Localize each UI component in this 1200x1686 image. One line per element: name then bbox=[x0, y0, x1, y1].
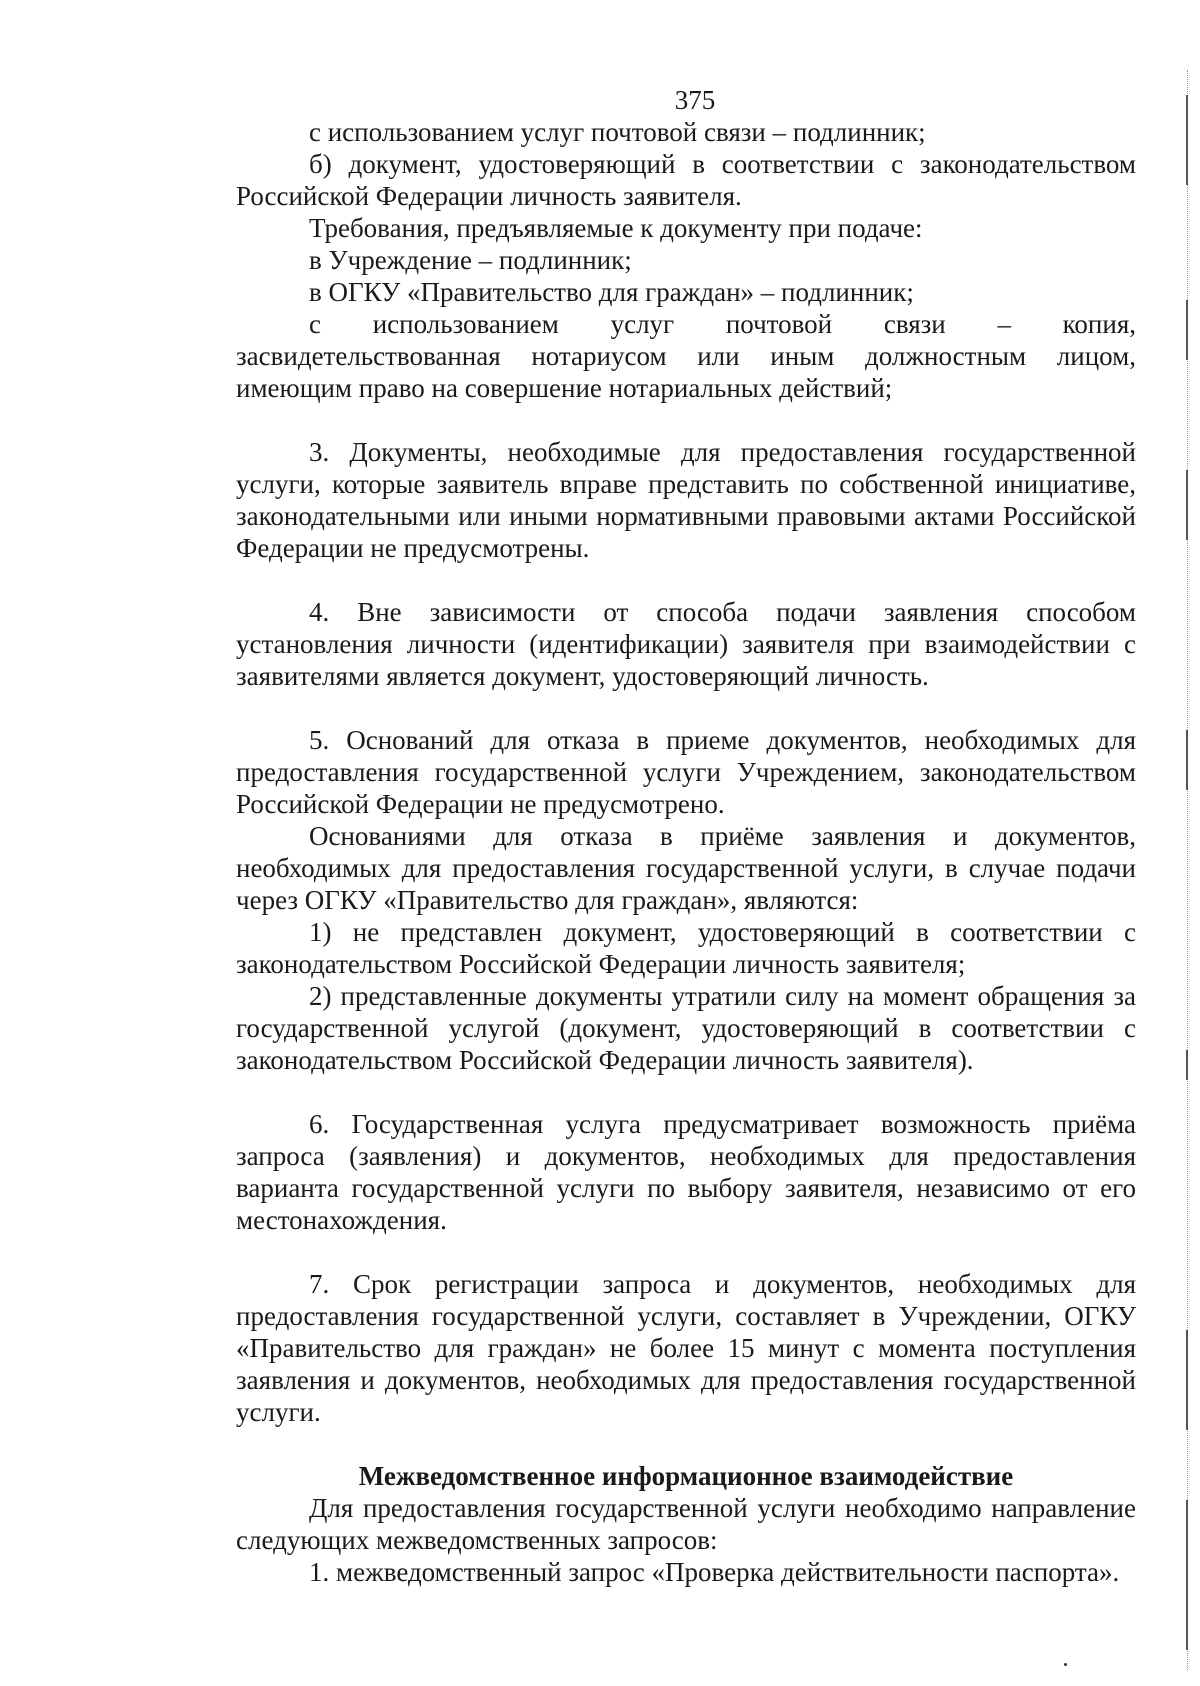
paragraph-item-4: 4. Вне зависимости от способа подачи заявления способом установления личности (идентификации) заявителя при взаимодействии с заявителями является документ, удостоверяющий личность. bbox=[236, 597, 1136, 691]
section-heading: Межведомственное информационное взаимодействие bbox=[358, 1461, 1014, 1491]
list-item: 1. межведомственный запрос «Проверка действительности паспорта». bbox=[309, 1557, 1120, 1587]
paragraph: в ОГКУ «Правительство для граждан» – подлинник; bbox=[309, 277, 914, 307]
scan-edge-mark bbox=[1186, 730, 1188, 790]
paragraph-item-3: 3. Документы, необходимые для предоставления государственной услуги, которые заявитель вправе представить по собственной инициативе, законодательными или иными нормативными правовыми актами Российской Федерации не предусмотрены. bbox=[236, 437, 1136, 563]
paragraph-spacer bbox=[236, 692, 1136, 724]
paragraph: Требования, предъявляемые к документу при подаче: bbox=[309, 213, 923, 243]
paragraph-spacer bbox=[236, 1236, 1136, 1268]
scan-edge-mark bbox=[1186, 300, 1188, 360]
paragraph: с использованием услуг почтовой связи – копия, засвидетельствованная нотариусом или иным должностным лицом, имеющим право на совершение нотариальных действий; bbox=[236, 309, 1136, 403]
paragraph-spacer bbox=[236, 1076, 1136, 1108]
paragraph: Основаниями для отказа в приёме заявления и документов, необходимых для предоставления государственной услуги, в случае подачи через ОГКУ «Правительство для граждан», являются: bbox=[236, 821, 1136, 915]
paragraph: в Учреждение – подлинник; bbox=[309, 245, 632, 275]
paragraph-item-7: 7. Срок регистрации запроса и документов, необходимых для предоставления государственной услуги, составляет в Учреждении, ОГКУ «Правительство для граждан» не более 15 минут с момента поступления заявления и документов, необходимых для предоставления государственной услуги. bbox=[236, 1269, 1136, 1427]
paragraph-spacer bbox=[236, 564, 1136, 596]
paragraph-item-6: 6. Государственная услуга предусматривает возможность приёма запроса (заявления) и документов, необходимых для предоставления варианта государственной услуги по выбору заявителя, независимо от его местонахождения. bbox=[236, 1109, 1136, 1235]
paragraph: Для предоставления государственной услуги необходимо направление следующих межведомственных запросов: bbox=[236, 1493, 1136, 1555]
paragraph-item-5: 5. Оснований для отказа в приеме документов, необходимых для предоставления государственной услуги Учреждением, законодательством Российской Федерации не предусмотрено. bbox=[236, 725, 1136, 819]
scan-edge-mark bbox=[1186, 470, 1188, 540]
document-body bbox=[236, 116, 1136, 1588]
paragraph: б) документ, удостоверяющий в соответствии с законодательством Российской Федерации личность заявителя. bbox=[236, 149, 1136, 211]
scan-edge-mark bbox=[1186, 95, 1188, 185]
page-number: 375 bbox=[674, 85, 716, 115]
paragraph: с использованием услуг почтовой связи – подлинник; bbox=[309, 117, 926, 147]
paragraph-spacer bbox=[236, 1428, 1136, 1460]
scan-edge-mark bbox=[1186, 1050, 1188, 1080]
scan-edge-mark bbox=[1186, 1330, 1188, 1430]
scan-edge-mark bbox=[1186, 1500, 1188, 1650]
list-item: 1) не представлен документ, удостоверяющий в соответствии с законодательством Российской Федерации личность заявителя; bbox=[236, 917, 1136, 979]
paragraph-spacer bbox=[236, 404, 1136, 436]
scan-speck bbox=[1064, 1663, 1067, 1666]
list-item: 2) представленные документы утратили силу на момент обращения за государственной услугой (документ, удостоверяющий в соответствии с законодательством Российской Федерации личность заявителя). bbox=[236, 981, 1136, 1075]
